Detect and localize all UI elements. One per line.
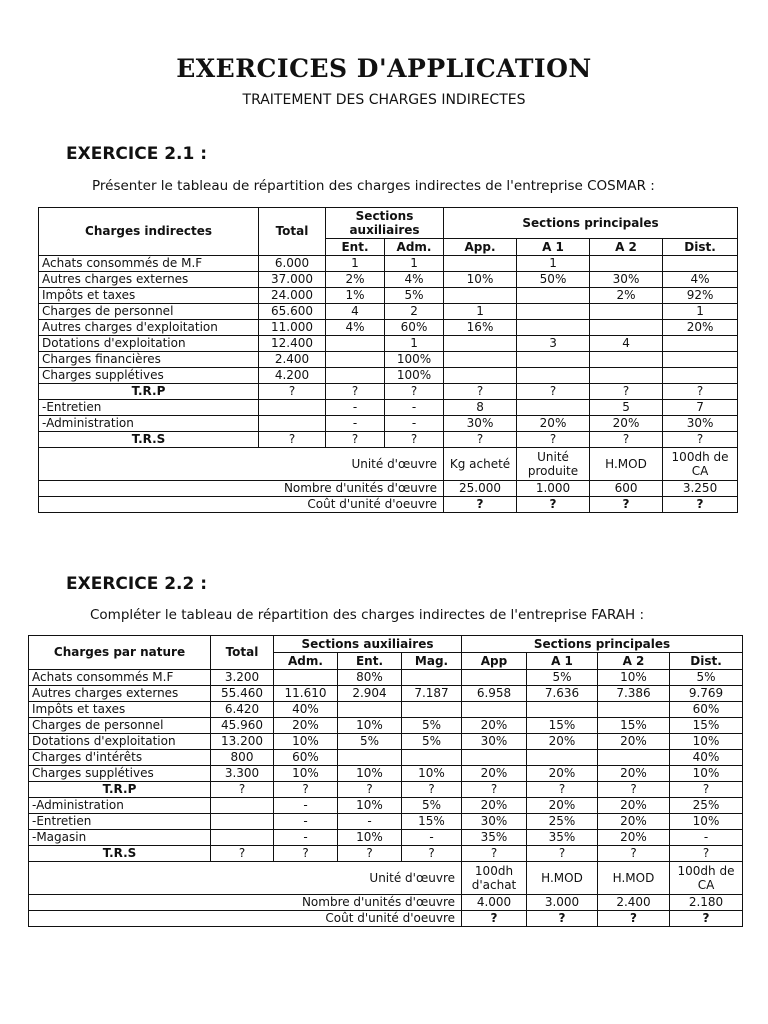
row-value: 4% [663,272,738,288]
row-value: 7 [663,400,738,416]
row-label: Charges supplétives [29,766,211,782]
row-value: ? [663,432,738,448]
row-value: 20% [590,416,663,432]
row-value [517,304,590,320]
exercise-1-table [38,207,738,513]
table-row [29,670,743,686]
row-value: 25% [670,798,743,814]
row-value: 11.000 [259,320,326,336]
row-label: Charges d'intérêts [29,750,211,766]
row-label: Charges de personnel [39,304,259,320]
table-row [29,734,743,750]
row-value [402,702,462,718]
unit-value: 100dh de CA [663,448,738,481]
column-header-total: Total [211,636,274,670]
count-row [39,481,738,497]
row-value: 20% [462,718,527,734]
row-value: 30% [462,734,527,750]
row-value: ? [338,846,402,862]
row-value: 10% [338,798,402,814]
row-value [444,336,517,352]
row-label: Autres charges externes [39,272,259,288]
row-value: 1 [444,304,517,320]
table-row [39,384,738,400]
row-value: ? [274,846,338,862]
row-value: 1 [663,304,738,320]
row-label: -Entretien [39,400,259,416]
exercise-2-instruction: Compléter le tableau de répartition des charges indirectes de l'entreprise FARAH : [90,607,645,623]
row-value [517,288,590,304]
row-value: 1% [326,288,385,304]
row-value [462,702,527,718]
unit-value: H.MOD [590,448,663,481]
row-value [326,352,385,368]
row-label: T.R.S [29,846,211,862]
count-value: 1.000 [517,481,590,497]
row-value [338,750,402,766]
row-value: 20% [663,320,738,336]
table-row [39,336,738,352]
row-value: ? [385,432,444,448]
row-value: 1 [326,256,385,272]
row-value [663,368,738,384]
row-value: - [338,814,402,830]
row-value: 5% [385,288,444,304]
row-value: 13.200 [211,734,274,750]
row-value [663,352,738,368]
row-value [274,670,338,686]
unit-value: Unité produite [517,448,590,481]
table-row [39,256,738,272]
table-row [39,352,738,368]
row-value: 6.420 [211,702,274,718]
cost-value: ? [527,911,598,927]
row-value: ? [517,432,590,448]
column-subheader: A 2 [590,239,663,256]
row-value: 20% [598,814,670,830]
row-value [590,256,663,272]
row-value [590,368,663,384]
cost-value: ? [517,497,590,513]
row-value: ? [326,384,385,400]
count-value: 25.000 [444,481,517,497]
row-value: - [385,416,444,432]
row-value: 10% [274,766,338,782]
row-value [462,750,527,766]
table-row [39,400,738,416]
row-value: ? [462,846,527,862]
row-value: 20% [598,734,670,750]
row-value: 10% [402,766,462,782]
row-value: ? [326,432,385,448]
row-label: Achats consommés de M.F [39,256,259,272]
exercise-1-instruction: Présenter le tableau de répartition des charges indirectes de l'entreprise COSMAR : [92,178,655,194]
row-label: T.R.S [39,432,259,448]
row-value: 6.958 [462,686,527,702]
count-value: 3.250 [663,481,738,497]
row-label: Charges de personnel [29,718,211,734]
row-value: 20% [527,766,598,782]
row-value [259,400,326,416]
row-value [598,750,670,766]
row-value: 4 [326,304,385,320]
table-row [39,320,738,336]
row-value: 2.904 [338,686,402,702]
row-label: T.R.P [29,782,211,798]
row-label: Autres charges externes [29,686,211,702]
row-value: 15% [670,718,743,734]
table-row [39,368,738,384]
row-value [517,400,590,416]
row-value: 10% [670,734,743,750]
row-value [326,336,385,352]
unit-value: H.MOD [527,862,598,895]
row-value: 24.000 [259,288,326,304]
table-row [29,782,743,798]
row-value [211,814,274,830]
row-value: ? [274,782,338,798]
row-value: 20% [517,416,590,432]
table-row [39,272,738,288]
table-row [29,830,743,846]
cost-row [29,911,743,927]
row-value: 3.200 [211,670,274,686]
row-value: 15% [402,814,462,830]
row-label: Charges supplétives [39,368,259,384]
unit-row [39,448,738,481]
column-subheader: Dist. [663,239,738,256]
row-value [402,670,462,686]
count-label: Nombre d'unités d'œuvre [39,481,444,497]
row-value: ? [527,846,598,862]
unit-value: 100dh de CA [670,862,743,895]
row-value: 10% [670,814,743,830]
cost-value: ? [590,497,663,513]
row-value: ? [670,846,743,862]
column-subheader: Mag. [402,653,462,670]
row-value [211,830,274,846]
table-row [39,304,738,320]
row-value [590,320,663,336]
row-value [590,304,663,320]
row-value: 15% [598,718,670,734]
cost-value: ? [670,911,743,927]
header-row [39,208,738,239]
row-value: 30% [590,272,663,288]
row-value [402,750,462,766]
row-value: ? [598,782,670,798]
row-value: 8 [444,400,517,416]
row-value: ? [402,846,462,862]
row-value: 80% [338,670,402,686]
row-value: ? [259,384,326,400]
row-value: ? [259,432,326,448]
row-value: ? [462,782,527,798]
row-value: ? [517,384,590,400]
column-subheader: A 1 [517,239,590,256]
row-label: T.R.P [39,384,259,400]
row-value: 3.300 [211,766,274,782]
column-subheader: A 2 [598,653,670,670]
row-value: 2 [385,304,444,320]
row-value: 16% [444,320,517,336]
row-value: ? [590,384,663,400]
row-value: - [326,400,385,416]
row-value: 20% [462,766,527,782]
row-value [663,336,738,352]
row-value: 100% [385,352,444,368]
row-value [517,368,590,384]
row-value: 15% [527,718,598,734]
cost-row [39,497,738,513]
column-subheader: Dist. [670,653,743,670]
row-value: 1 [385,256,444,272]
row-value: 10% [444,272,517,288]
column-subheader: App. [444,239,517,256]
unit-value: Kg acheté [444,448,517,481]
table-row [29,814,743,830]
row-value: 5% [670,670,743,686]
row-value: 60% [274,750,338,766]
unit-label: Unité d'œuvre [39,448,444,481]
row-label: Dotations d'exploitation [39,336,259,352]
row-value: 65.600 [259,304,326,320]
row-value: 5% [402,718,462,734]
row-value: ? [444,432,517,448]
row-value: 1 [385,336,444,352]
table-row [39,288,738,304]
row-label: Charges financières [39,352,259,368]
row-value: 5% [338,734,402,750]
table-row [29,846,743,862]
row-value: 3 [517,336,590,352]
table-row [29,798,743,814]
row-label: Achats consommés M.F [29,670,211,686]
column-header-charges: Charges par nature [29,636,211,670]
row-label: -Administration [39,416,259,432]
row-value: 4 [590,336,663,352]
row-value [590,352,663,368]
row-label: Autres charges d'exploitation [39,320,259,336]
row-value: - [274,814,338,830]
count-value: 3.000 [527,895,598,911]
column-subheader: Adm. [385,239,444,256]
count-value: 2.400 [598,895,670,911]
header-row [29,636,743,653]
row-value [211,798,274,814]
row-label: Impôts et taxes [29,702,211,718]
row-label: -Administration [29,798,211,814]
row-value: 20% [527,734,598,750]
row-value: 20% [527,798,598,814]
count-label: Nombre d'unités d'œuvre [29,895,462,911]
row-value: 5% [402,798,462,814]
row-value [598,702,670,718]
row-value: 10% [670,766,743,782]
cost-value: ? [444,497,517,513]
row-value [462,670,527,686]
row-value: 50% [517,272,590,288]
row-value: - [274,830,338,846]
row-label: -Magasin [29,830,211,846]
row-value [326,368,385,384]
column-header-main-sections: Sections principales [462,636,743,653]
row-value [338,702,402,718]
table-row [39,432,738,448]
row-value: - [402,830,462,846]
row-value: 5% [402,734,462,750]
row-value: 4% [326,320,385,336]
column-subheader: Adm. [274,653,338,670]
row-value: ? [670,782,743,798]
row-value: - [274,798,338,814]
page-title: EXERCICES D'APPLICATION [176,54,592,83]
row-value: ? [598,846,670,862]
row-value: ? [590,432,663,448]
row-value: 1 [517,256,590,272]
row-value [527,702,598,718]
column-subheader: Ent. [338,653,402,670]
row-value: 5 [590,400,663,416]
row-value: 30% [462,814,527,830]
row-value: 7.187 [402,686,462,702]
row-value: 11.610 [274,686,338,702]
row-value: 10% [338,718,402,734]
column-header-aux-sections: Sections auxiliaires [326,208,444,239]
row-value [527,750,598,766]
row-value: 6.000 [259,256,326,272]
row-value: ? [338,782,402,798]
row-value: 10% [598,670,670,686]
row-value: - [670,830,743,846]
exercise-1-heading: EXERCICE 2.1 : [66,144,208,164]
row-value: 55.460 [211,686,274,702]
row-value: 30% [444,416,517,432]
row-value: 20% [462,798,527,814]
row-label: Impôts et taxes [39,288,259,304]
row-value: 10% [338,766,402,782]
table-row [29,702,743,718]
unit-value: 100dh d'achat [462,862,527,895]
row-value: - [385,400,444,416]
row-value: 25% [527,814,598,830]
row-value: 40% [274,702,338,718]
column-header-main-sections: Sections principales [444,208,738,239]
row-value [259,416,326,432]
row-value: 7.386 [598,686,670,702]
row-value [444,288,517,304]
cost-value: ? [598,911,670,927]
table-row [29,686,743,702]
row-value: ? [527,782,598,798]
row-value: 60% [385,320,444,336]
unit-row [29,862,743,895]
table-row [39,416,738,432]
row-value: 92% [663,288,738,304]
count-value: 4.000 [462,895,527,911]
cost-value: ? [462,911,527,927]
row-value: 35% [462,830,527,846]
count-row [29,895,743,911]
row-value: 35% [527,830,598,846]
row-value: 30% [663,416,738,432]
row-value: 4.200 [259,368,326,384]
column-header-charges: Charges indirectes [39,208,259,256]
unit-value: H.MOD [598,862,670,895]
table-row [29,750,743,766]
count-value: 600 [590,481,663,497]
cost-value: ? [663,497,738,513]
row-label: -Entretien [29,814,211,830]
row-value: 800 [211,750,274,766]
cost-label: Coût d'unité d'oeuvre [29,911,462,927]
row-value: 45.960 [211,718,274,734]
row-value: 20% [598,830,670,846]
row-value: ? [402,782,462,798]
column-subheader: App [462,653,527,670]
page-subtitle: TRAITEMENT DES CHARGES INDIRECTES [242,92,526,108]
row-value: 12.400 [259,336,326,352]
row-value [517,320,590,336]
row-value: 40% [670,750,743,766]
row-value [663,256,738,272]
row-value: ? [663,384,738,400]
row-value: 10% [274,734,338,750]
exercise-2-heading: EXERCICE 2.2 : [66,574,208,594]
row-value: 9.769 [670,686,743,702]
row-value [517,352,590,368]
row-value: ? [444,384,517,400]
row-value: ? [385,384,444,400]
table-row [29,718,743,734]
column-header-total: Total [259,208,326,256]
row-value: 2% [326,272,385,288]
row-value: 7.636 [527,686,598,702]
row-value: 20% [598,766,670,782]
row-value: 2.400 [259,352,326,368]
row-value: 20% [598,798,670,814]
row-value: 37.000 [259,272,326,288]
row-value: ? [211,782,274,798]
row-value: 100% [385,368,444,384]
row-value [444,352,517,368]
row-value [444,368,517,384]
count-value: 2.180 [670,895,743,911]
table-row [29,766,743,782]
row-value: 10% [338,830,402,846]
row-value: 5% [527,670,598,686]
column-subheader: A 1 [527,653,598,670]
unit-label: Unité d'œuvre [29,862,462,895]
row-value [444,256,517,272]
row-value: 60% [670,702,743,718]
row-label: Dotations d'exploitation [29,734,211,750]
exercise-2-table [28,635,743,927]
row-value: ? [211,846,274,862]
row-value: 4% [385,272,444,288]
row-value: - [326,416,385,432]
row-value: 2% [590,288,663,304]
row-value: 20% [274,718,338,734]
column-subheader: Ent. [326,239,385,256]
cost-label: Coût d'unité d'oeuvre [39,497,444,513]
column-header-aux-sections: Sections auxiliaires [274,636,462,653]
